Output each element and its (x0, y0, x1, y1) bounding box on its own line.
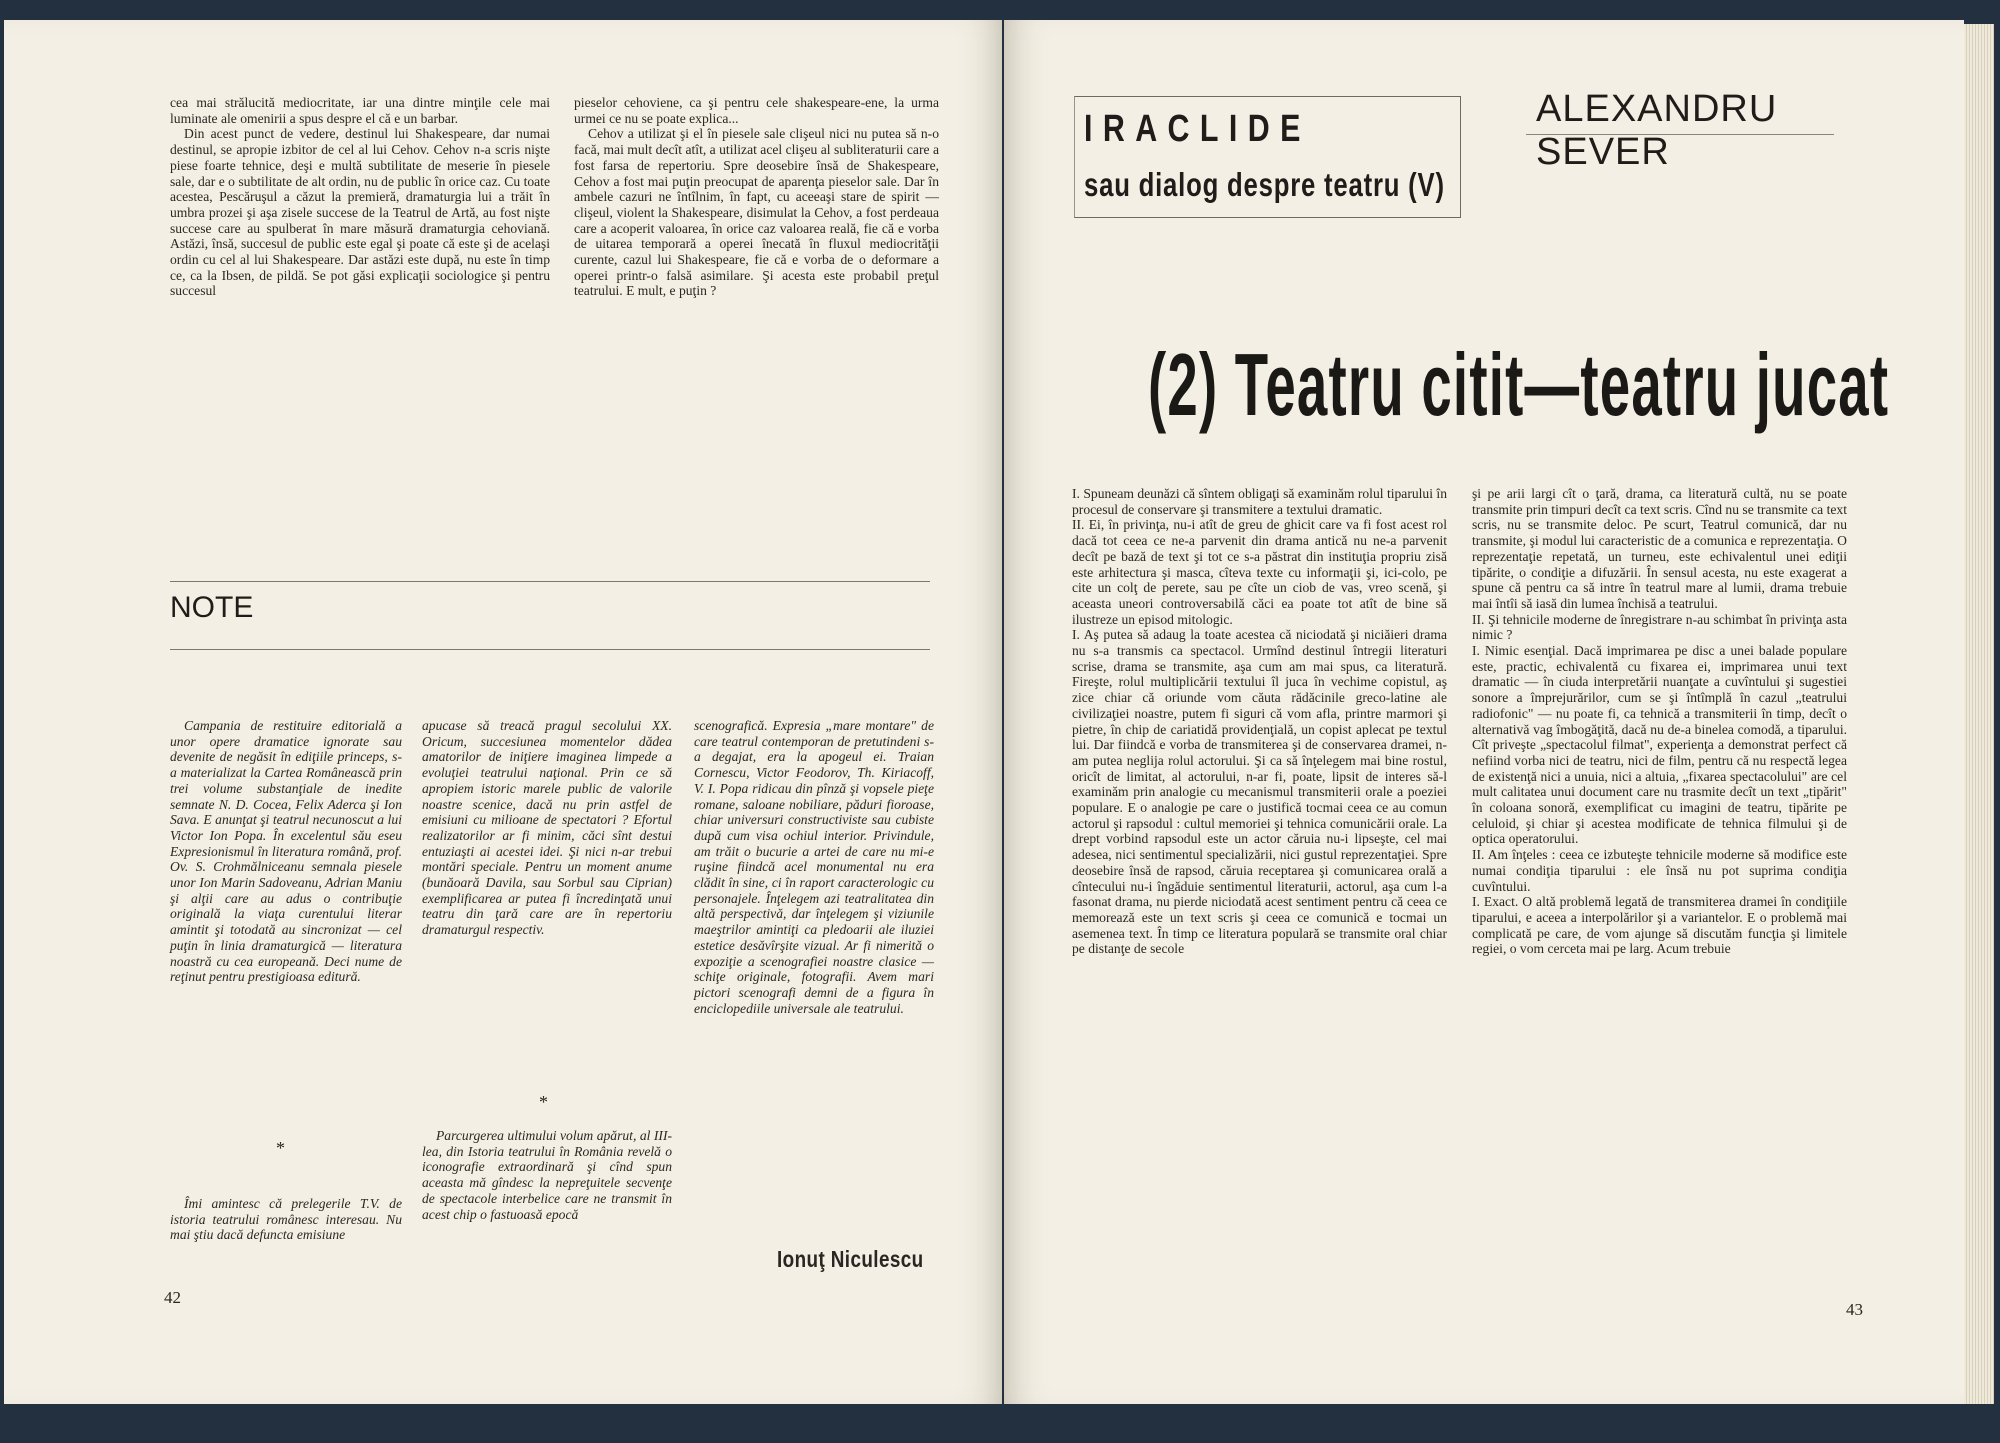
article-column-2 (1472, 486, 1847, 957)
paragraph: cea mai strălucită mediocritate, iar una dintre minţile cele mai luminate ale omenirii a spus despre el că e un barbar. (170, 95, 550, 126)
notes-column-3 (694, 718, 934, 1016)
paragraph: apucase să treacă pragul secolului XX. Oricum, succesiunea momentelor dădea amatorilor de iniţiere imaginea limpede a evoluţiei teatrului naţional. Prin ce să apropiem istoric marele public de valorile noastre scenice, dacă nu prin astfel de emisiuni cu milioane de spectatori ? Efortul realizatorilor ar fi minim, căci sînt destui entuziaşti ai acestei idei. Şi nici n-ar trebui montări speciale. Pentru un moment anume (bunăoară Davila, sau Sorbul sau Ciprian) exemplificarea ar putea fi încredinţată unui teatru din ţară care are în repertoriu dramaturgul respectiv. (422, 718, 672, 938)
paragraph: I. Spuneam deunăzi că sîntem obligaţi să examinăm rolul tiparului în procesul de conservare şi transmitere a textului dramatic. (1072, 486, 1447, 517)
author-signature: Ionuţ Niculescu (777, 1246, 924, 1272)
page-number: 43 (1846, 1300, 1863, 1319)
notes-bottom-rule (170, 649, 930, 650)
star-separator: * (276, 1138, 285, 1158)
notes-column-1 (170, 718, 402, 985)
series-subtitle: sau dialog despre teatru (V) (1084, 166, 1445, 203)
page-number: 42 (164, 1288, 181, 1307)
notes-title: NOTE (170, 591, 254, 624)
paragraph: I. Nimic esenţial. Dacă imprimarea pe disc a unei balade populare este, practic, echivalentă cu fixarea ei, imprimarea unui text dramatic — în ciuda interpretării nuanţate a cuvîntului şi sugestiei sonore a împrejurărilor, cum se şi întîmplă în cazul „teatrului radiofonic" — nu poate fi, ca tehnică a transmiterii în timp, decît o alternativă vag îmbogăţită, dacă nu de-a binelea comodă, a tiparului. Cît priveşte „spectacolul filmat", experienţa a demonstrat perfect că nefiind vorba nici de teatru, nici de film, pentru că nu respectă legea de existenţă nici a unuia, nici a altuia, „fixarea spectacolului" are cel mult calitatea unui document care nu trasmite decît un text „tipărit" în coloana sonoră, exemplificat cu imagini de teatru, tipărite pe celuloid, şi chiar şi acestea modificate de tehnica filmului şi de optica operatorului. (1472, 643, 1847, 847)
article-column-1 (1072, 486, 1447, 957)
author-name (1536, 88, 1777, 174)
paragraph: Parcurgerea ultimului volum apărut, al III-lea, din Istoria teatrului în România revelă o iconografie extraordinară şi cînd spun aceasta mă gîndesc la nepreţuitele secvenţe de spectacole interbelice care ne transmit în acest chip o fastuoasă epocă (422, 1128, 672, 1222)
author-rule (1526, 134, 1834, 135)
magazine-spread (4, 20, 1994, 1410)
top-column-2 (574, 95, 939, 299)
paragraph: scenografică. Expresia „mare montare" de care teatrul contemporan de pretutindeni s-a degajat, era la apogeul ei. Traian Cornescu, Victor Feodorov, Th. Kiriacoff, V. I. Popa ridicau din pînză şi vopsele pieţe romane, saloane nobiliare, păduri fioroase, chiar universuri constructiviste sau cubiste după cum visa ochiul interior. Privindule, am trăit o bucurie a artei de care nu mi-e ruşine fiindcă acel monumental nu era clădit în sine, ci în raport caracterologic cu personajele. Înţelegem azi teatralitatea din altă perspectivă, dar înţelegem şi viziunile maeştrilor amintiţi ca pledoarii ale iluziei estetice desăvîrşite vizual. Ar fi nimerită o expoziţie a scenografiei noastre clasice — schiţe originale, fotografii. Avem mari pictori scenografi demni de a figura în enciclopediile universale ale teatrului. (694, 718, 934, 1016)
notes-column-2 (422, 718, 672, 938)
series-title: IRACLIDE (1084, 108, 1311, 150)
right-page (1004, 20, 1964, 1404)
paragraph: II. Am înţeles : ceea ce izbuteşte tehnicile moderne să modifice este numai condiţia tiparului : ele însă nu pot suprima condiţia cuvîntului. (1472, 847, 1847, 894)
paragraph: I. Aş putea să adaug la toate acestea că niciodată şi niciăieri drama nu s-a transmis ca spectacol. Urmînd destinul întregii literaturi scrise, drama se transmite, aşa cum am mai spus, ca literatură. Fireşte, rolul multiplicării textului îl juca în vechime copistul, aş zice chiar că oriunde vom căuta rădăcinile greco-latine ale civilizaţiei noastre, putem fi siguri că vom afla, printre marmori şi pietre, în chip de cariatidă providenţială, un copist aplecat pe textul lui. Dar fiindcă e vorba de transmiterea şi de conservarea dramei, n-am putea neglija rolul actorului. Şi ca să înţelegem mai bine rostul, oricît de limitat, al actorului, n-ar fi, poate, lipsit de interes să-l examinăm prin analogie cu mecanismul transmiterii orale a poeziei populare. E o analogie pe care o justifică tocmai ceea ce au comun actorul şi rapsodul : cultul memoriei şi tehnica comunicării orale. La drept vorbind rapsodul este un actor căruia nu-i lipseşte, cel mai adesea, nici sentimentul specializării, nici gustul reprezentaţiei. Spre deosebire însă de rapsod, căruia receptarea şi comunicarea orală a cîntecului nu-i îngăduie sentimentul literaturii, actorul, aşa cum l-a fasonat drama, nu pierde niciodată acest sentiment pentru că ceea ce memorează este un text scris şi ceea ce comunică e tocmai un asemenea text. În timp ce literatura populară se transmite oral chiar pe distanţe de secole (1072, 627, 1447, 957)
notes-top-rule (170, 581, 930, 582)
article-title: (2) Teatru citit—teatru jucat (1148, 335, 1890, 434)
paragraph: şi pe arii largi cît o ţară, drama, ca literatură cultă, nu se poate transmite prin timpuri decît ca text scris. Cînd nu se transmite ca text scris, nu se transmite deloc. Pe scurt, Teatrul comunică, dar nu transmite, şi modul lui caracteristic de a comunica e reprezentaţia. O reprezentaţie repetată, un turneu, este echivalentul unei ediţii tipărite, o condiţie a difuzării. În sensul acesta, nu este exagerat a spune că pentru ca să intre în teatrul mare al lumii, drama trebuie mai întîi să iasă din lumea închisă a teatrului. (1472, 486, 1847, 611)
notes-column-2-cont (422, 1128, 672, 1222)
top-column-1 (170, 95, 550, 299)
paragraph: II. Şi tehnicile moderne de înregistrare n-au schimbat în privinţa asta nimic ? (1472, 611, 1847, 643)
page-edges (1964, 24, 1994, 1404)
notes-column-1-cont (170, 1196, 402, 1243)
star-separator: * (539, 1092, 548, 1112)
paragraph: II. Ei, în privinţa, nu-i atît de greu de ghicit care va fi fost acest rol dacă tot ceea ce ne-a parvenit din drama antică nu ne-a parvenit decît pe bază de text şi tot ce s-a păstrat din instituţia propriu zisă este arhitectura şi masca, cîteva texte cu informaţii şi, ici-colo, pe cite un colţ de perete, sau pe cîte un ciob de vas, vreo scenă, şi aceasta uneori controversabilă căci ea poate tot atît de bine să ilustreze un episod mitologic. (1072, 517, 1447, 627)
paragraph: Îmi amintesc că prelegerile T.V. de istoria teatrului românesc interesau. Nu mai ştiu dacă defuncta emisiune (170, 1196, 402, 1243)
paragraph: Din acest punct de vedere, destinul lui Shakespeare, dar numai destinul, se apropie izbitor de cel al lui Cehov. Cehov n-a scris nişte piese foarte tehnice, deşi e multă subtilitate de meserie în piesele sale, dar e o subtilitate de alt ordin, nu de public în orice caz. Cu toate acestea, Pescăruşul a căzut la premieră, dramaturgia lui a trăit în umbra prozei şi aşa zisele succese de la Teatrul de Artă, au fost nişte succese care au spulberat în mare măsură dramaturgia cehoviană. Astăzi, însă, succesul de public este egal şi poate că este şi de acelaşi ordin cu cel al lui Shakespeare. Dar astăzi este după, nu este în timp ce, ca la Ibsen, de pildă. Se pot găsi explicaţii sociologice şi pentru succesul (170, 126, 550, 299)
left-page (4, 20, 1002, 1404)
author-last-name: SEVER (1536, 131, 1670, 173)
paragraph: pieselor cehoviene, ca şi pentru cele shakespeare-ene, la urma urmei ce nu se poate explica... (574, 95, 939, 126)
paragraph: Cehov a utilizat şi el în piesele sale clişeul nici nu putea să n-o facă, mai mult decît atît, a utilizat acel clişeu al subliteraturii care a fost farsa de repertoriu. Spre deosebire însă de Shakespeare, Cehov a fost mai puţin preocupat de aparenţa pieselor sale. Dar în ambele cazuri ne întîlnim, în fapt, cu aceeaşi stare de spirit — clişeul, violent la Shakespeare, disimulat la Cehov, a fost perdeaua care a acoperit valoarea, în orice caz valoarea reală, fie că e vorba de uitarea temporară a operei înecată în fluxul mediocrităţii curente, cazul lui Shakespeare, fie că e vorba de o deformare a operei printr-o falsă asimilare. Şi acesta este probabil preţul teatrului. E mult, e puţin ? (574, 126, 939, 299)
paragraph: Campania de restituire editorială a unor opere dramatice ignorate sau devenite de negăsit în ediţiile princeps, s-a materializat la Cartea Românească prin trei volume substanţiale de inedite semnate N. D. Cocea, Felix Aderca şi Ion Sava. E anunţat şi teatrul necunoscut a lui Victor Ion Popa. În excelentul său eseu Expresionismul în literatura română, prof. Ov. S. Crohmălniceanu semnala piesele unor Ion Marin Sadoveanu, Adrian Maniu şi alţii care au adus o contribuţie originală la viaţa curentului literar amintit şi totodată au sincronizat — cel puţin în linia dramaturgică — literatura noastră cu cea europeană. Deci nume de reţinut pentru prestigioasa editură. (170, 718, 402, 985)
author-first-name: ALEXANDRU (1536, 88, 1778, 130)
paragraph: I. Exact. O altă problemă legată de transmiterea dramei în condiţiile tiparului, e aceea a interpolărilor şi a variantelor. E o problemă mai complicată pe care, de vom ajunge să discutăm funcţia şi limitele regiei, o vom cerceta mai pe larg. Acum trebuie (1472, 894, 1847, 957)
